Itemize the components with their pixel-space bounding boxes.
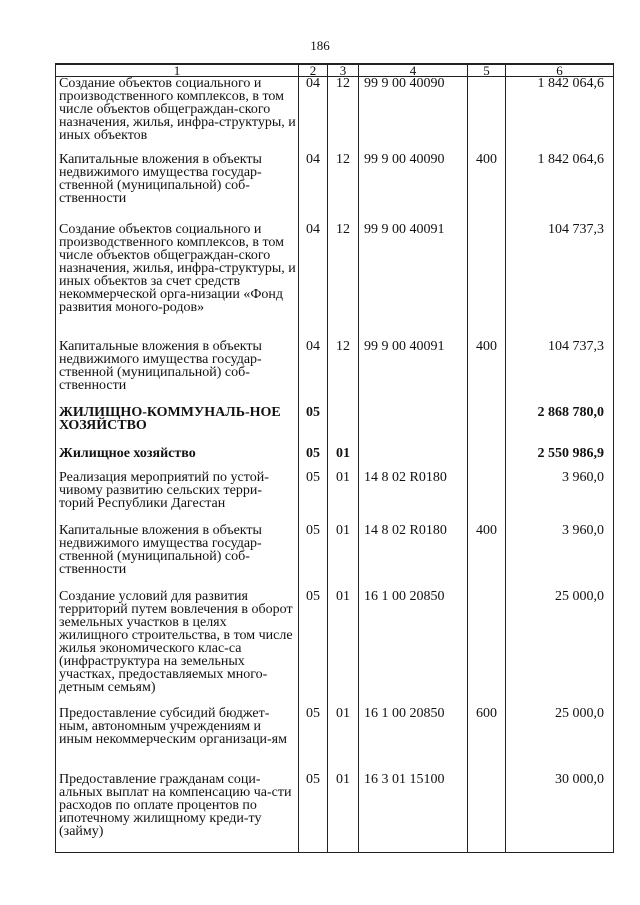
row-expense-type [468,447,506,471]
row-subsection: 12 [328,223,359,340]
row-target-code [359,447,468,471]
row-expense-type: 400 [468,153,506,223]
table-row [56,153,614,223]
row-subsection: 12 [328,340,359,406]
row-subsection: 01 [328,707,359,773]
row-name: ЖИЛИЩНО-КОММУНАЛЬ-НОЕ ХОЗЯЙСТВО [56,406,299,447]
row-expense-type: 400 [468,340,506,406]
row-expense-type [468,223,506,340]
row-amount: 2 868 780,0 [506,406,614,447]
row-expense-type [468,471,506,524]
table-header-row [56,64,614,77]
table-row [56,707,614,773]
row-name: Создание объектов социального и производственного комплексов, в том числе объектов общеграждан-ского назначения, жилья, инфра-структуры, и иных объектов за счет средств некоммерческой орга-низации «Фонд развития моного-родов» [56,223,299,340]
row-section: 05 [299,590,328,707]
table-row [56,77,614,153]
row-subsection [328,406,359,447]
header-col-4: 4 [359,64,468,77]
row-amount: 1 842 064,6 [506,77,614,153]
table-row [56,590,614,707]
row-section: 05 [299,707,328,773]
row-target-code: 16 1 00 20850 [359,590,468,707]
row-section: 04 [299,340,328,406]
row-subsection: 01 [328,447,359,471]
row-target-code: 99 9 00 40091 [359,223,468,340]
row-section: 04 [299,77,328,153]
row-section: 05 [299,773,328,853]
row-target-code: 99 9 00 40090 [359,77,468,153]
table-row [56,406,614,447]
header-col-6: 6 [506,64,614,77]
row-expense-type: 600 [468,707,506,773]
row-name: Создание объектов социального и производственного комплексов, в том числе объектов общеграждан-ского назначения, жилья, инфра-структуры, и иных объектов [56,77,299,153]
header-col-1: 1 [56,64,299,77]
row-subsection: 01 [328,590,359,707]
header-col-2: 2 [299,64,328,77]
row-amount: 3 960,0 [506,524,614,590]
table-row [56,773,614,853]
header-col-3: 3 [328,64,359,77]
row-amount: 30 000,0 [506,773,614,853]
row-target-code [359,406,468,447]
table-row [56,447,614,471]
row-target-code: 99 9 00 40090 [359,153,468,223]
row-amount: 2 550 986,9 [506,447,614,471]
row-section: 04 [299,153,328,223]
row-expense-type [468,406,506,447]
row-section: 05 [299,447,328,471]
row-subsection: 01 [328,773,359,853]
row-target-code: 14 8 02 R0180 [359,471,468,524]
table-row [56,524,614,590]
header-col-5: 5 [468,64,506,77]
page-number: 186 [310,38,330,53]
row-name: Создание условий для развития территорий путем вовлечения в оборот земельных участков в целях жилищного строительства, в том числе жилья экономического клас-са (инфраструктура на земельных участках, предоставляемых много-детным семьям) [56,590,299,707]
row-name: Капитальные вложения в объекты недвижимого имущества государ-ственной (муниципальной) соб-ственности [56,153,299,223]
row-name: Капитальные вложения в объекты недвижимого имущества государ-ственной (муниципальной) соб-ственности [56,340,299,406]
row-amount: 25 000,0 [506,590,614,707]
row-section: 05 [299,524,328,590]
row-section: 05 [299,406,328,447]
row-target-code: 99 9 00 40091 [359,340,468,406]
row-expense-type: 400 [468,524,506,590]
row-name: Капитальные вложения в объекты недвижимого имущества государ-ственной (муниципальной) соб-ственности [56,524,299,590]
row-target-code: 14 8 02 R0180 [359,524,468,590]
budget-table [55,63,614,853]
row-subsection: 01 [328,524,359,590]
table-row [56,340,614,406]
row-subsection: 12 [328,153,359,223]
row-target-code: 16 1 00 20850 [359,707,468,773]
row-amount: 104 737,3 [506,340,614,406]
row-section: 04 [299,223,328,340]
row-expense-type [468,77,506,153]
row-section: 05 [299,471,328,524]
row-amount: 3 960,0 [506,471,614,524]
budget-table-container [55,63,613,851]
row-expense-type [468,773,506,853]
row-name: Реализация мероприятий по устой-чивому развитию сельских терри-торий Республики Дагестан [56,471,299,524]
row-name: Жилищное хозяйство [56,447,299,471]
row-amount: 1 842 064,6 [506,153,614,223]
row-name: Предоставление гражданам соци-альных выплат на компенсацию ча-сти расходов по оплате процентов по ипотечному жилищному креди-ту (займу) [56,773,299,853]
row-subsection: 01 [328,471,359,524]
row-target-code: 16 3 01 15100 [359,773,468,853]
table-row [56,471,614,524]
row-expense-type [468,590,506,707]
row-amount: 104 737,3 [506,223,614,340]
row-name: Предоставление субсидий бюджет-ным, автономным учреждениям и иным некоммерческим организаци-ям [56,707,299,773]
table-row [56,223,614,340]
row-subsection: 12 [328,77,359,153]
row-amount: 25 000,0 [506,707,614,773]
